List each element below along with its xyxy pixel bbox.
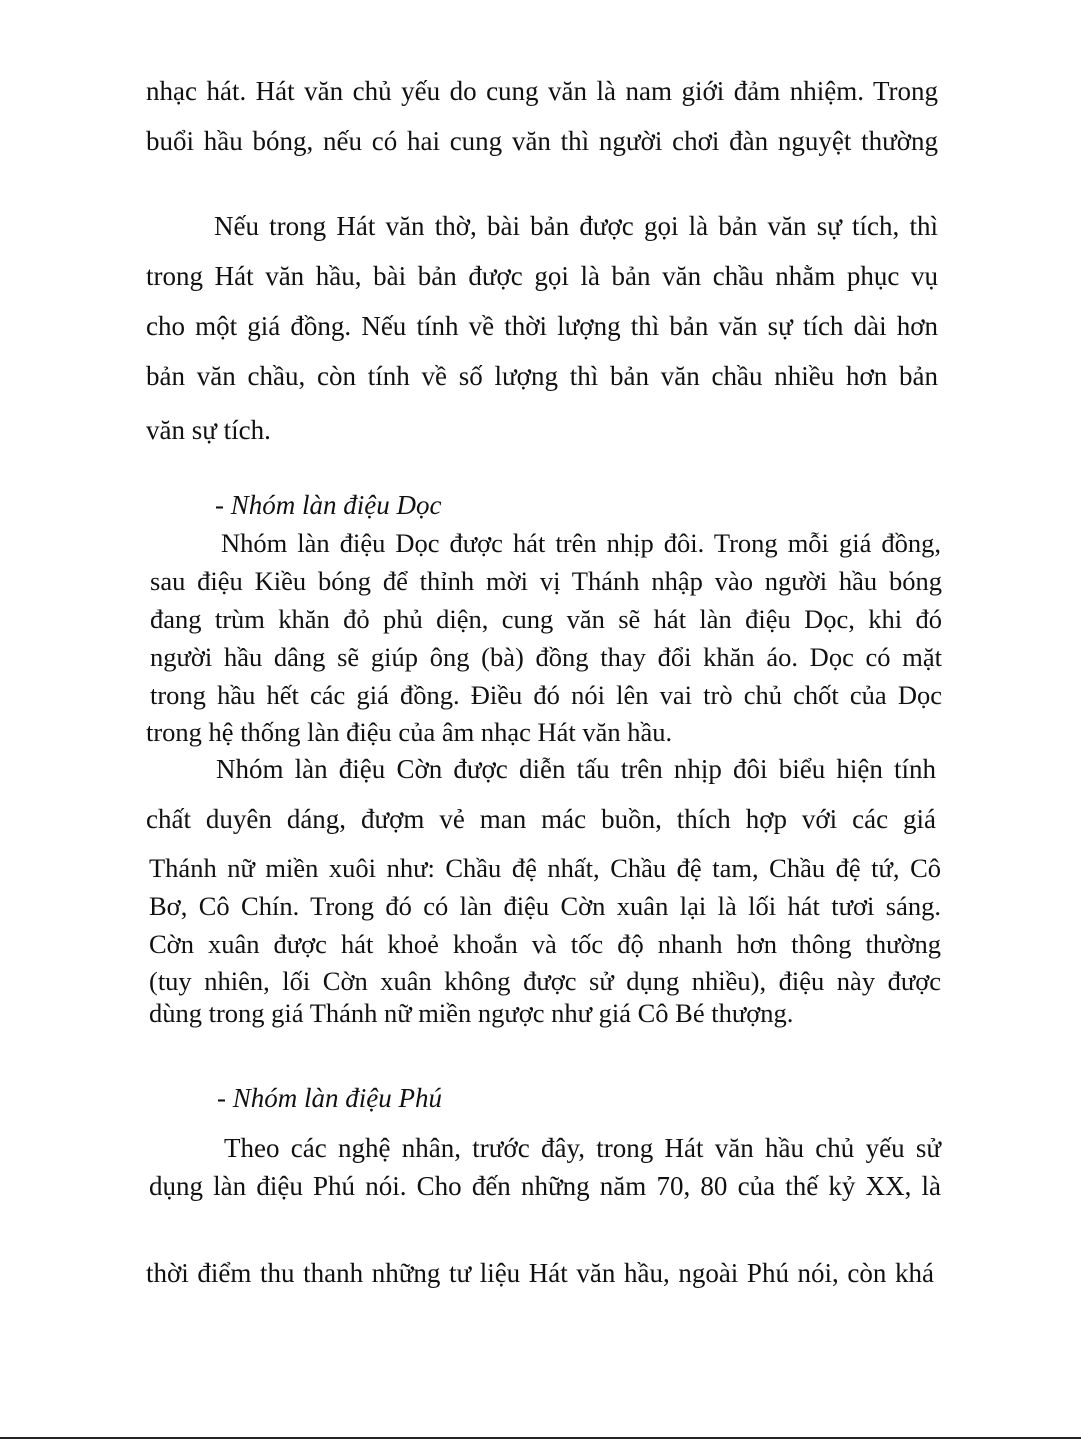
para-repertoire-line-5: văn sự tích. xyxy=(146,415,271,445)
para-doc-line-5: trong hầu hết các giá đồng. Điều đó nói lên vai trò chủ chốt của Dọc xyxy=(150,680,942,710)
para-doc-line-1: Nhóm làn điệu Dọc được hát trên nhịp đôi. Trong mỗi giá đồng, xyxy=(221,528,941,558)
para-phu-line-3: thời điểm thu thanh những tư liệu Hát văn hầu, ngoài Phú nói, còn khá xyxy=(146,1258,934,1288)
intro-line-1: nhạc hát. Hát văn chủ yếu do cung văn là nam giới đảm nhiệm. Trong xyxy=(146,76,938,106)
para-repertoire-line-3: cho một giá đồng. Nếu tính về thời lượng thì bản văn sự tích dài hơn xyxy=(146,311,938,341)
para-phu-line-1: Theo các nghệ nhân, trước đây, trong Hát văn hầu chủ yếu sử xyxy=(224,1133,941,1163)
para-repertoire-line-4: bản văn chầu, còn tính về số lượng thì bản văn chầu nhiều hơn bản xyxy=(146,361,938,391)
para-repertoire-line-1: Nếu trong Hát văn thờ, bài bản được gọi là bản văn sự tích, thì xyxy=(214,211,938,241)
para-con-line-6: (tuy nhiên, lối Cờn xuân không được sử dụng nhiều), điệu này được xyxy=(149,966,941,996)
para-doc-line-6: trong hệ thống làn điệu của âm nhạc Hát văn hầu. xyxy=(146,717,673,747)
para-doc-line-3: đang trùm khăn đỏ phủ diện, cung văn sẽ hát làn điệu Dọc, khi đó xyxy=(150,604,942,634)
section-heading-phu: - Nhóm làn điệu Phú xyxy=(217,1083,442,1113)
para-con-line-5: Cờn xuân được hát khoẻ khoắn và tốc độ nhanh hơn thông thường xyxy=(149,929,941,959)
para-con-line-2: chất duyên dáng, đượm vẻ man mác buồn, thích hợp với các giá xyxy=(146,804,936,834)
intro-line-2: buổi hầu bóng, nếu có hai cung văn thì người chơi đàn nguyệt thường xyxy=(146,126,938,156)
para-doc-line-4: người hầu dâng sẽ giúp ông (bà) đồng thay đổi khăn áo. Dọc có mặt xyxy=(150,642,942,672)
para-con-line-3: Thánh nữ miền xuôi như: Chầu đệ nhất, Chầu đệ tam, Chầu đệ tứ, Cô xyxy=(149,853,941,883)
para-con-line-7: dùng trong giá Thánh nữ miền ngược như giá Cô Bé thượng. xyxy=(149,998,794,1028)
para-con-line-4: Bơ, Cô Chín. Trong đó có làn điệu Cờn xuân lại là lối hát tươi sáng. xyxy=(149,891,941,921)
para-doc-line-2: sau điệu Kiều bóng để thỉnh mời vị Thánh nhập vào người hầu bóng xyxy=(150,566,942,596)
para-phu-line-2: dụng làn điệu Phú nói. Cho đến những năm 70, 80 của thế kỷ XX, là xyxy=(149,1171,941,1201)
para-con-line-1: Nhóm làn điệu Cờn được diễn tấu trên nhịp đôi biểu hiện tính xyxy=(216,754,936,784)
page-bottom-rule xyxy=(0,1437,1081,1439)
section-heading-doc: - Nhóm làn điệu Dọc xyxy=(215,490,442,520)
para-repertoire-line-2: trong Hát văn hầu, bài bản được gọi là bản văn chầu nhằm phục vụ xyxy=(146,261,938,291)
